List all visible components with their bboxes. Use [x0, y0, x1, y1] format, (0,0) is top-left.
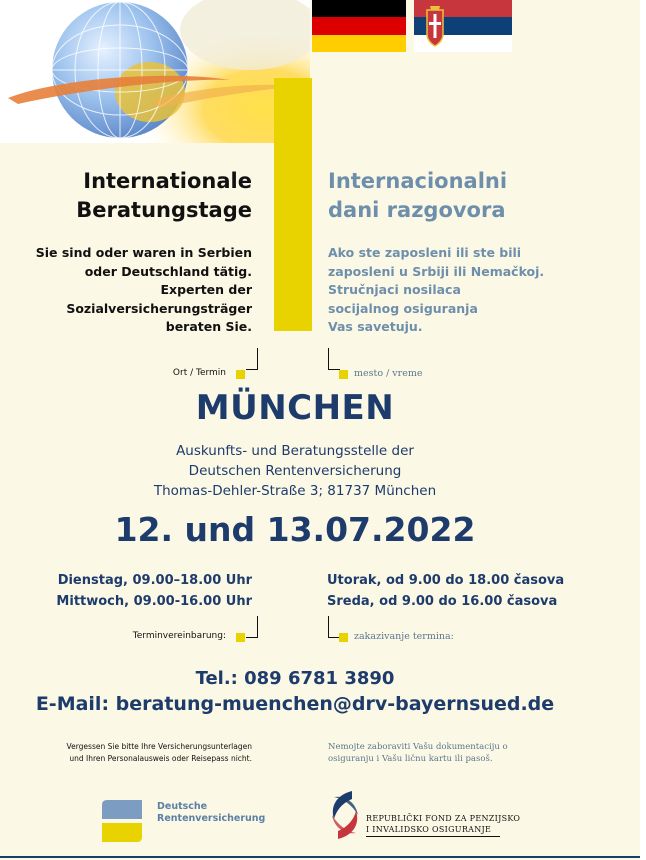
day-line: Utorak, od 9.00 do 18.00 časova	[327, 573, 565, 588]
address-line: Thomas-Dehler-Straße 3; 81737 München	[153, 483, 437, 499]
drv-line: Rentenversicherung	[157, 813, 266, 824]
drv-logo-icon	[102, 800, 142, 842]
title-german: Internationale Beratungstage	[76, 169, 252, 222]
address-line: Deutschen Rentenversicherung	[188, 463, 402, 479]
serbian-coat-of-arms-icon	[424, 4, 446, 48]
intro-serbian: Ako ste zaposleni ili ste bili zaposleni u Srbiji ili Nemačkoj. Stručnjaci nosilaca socijalnog osiguranja Vas savetuju.	[328, 245, 545, 334]
rf-pio-logo-text	[366, 813, 520, 835]
title-serbian: Internacionalni dani razgovora	[328, 169, 508, 222]
page-margin	[640, 0, 646, 860]
note-line: Nemojte zaboraviti Vašu dokumentaciju o	[328, 742, 508, 752]
yellow-divider-bar	[274, 78, 312, 331]
intro-german: Sie sind oder waren in Serbien oder Deutschland tätig. Experten der Sozialversicherungsträger beraten Sie.	[35, 245, 252, 334]
bracket-marker	[328, 348, 340, 370]
event-date: 12. und 13.07.2022	[114, 510, 476, 549]
note-line: und Ihren Personalausweis oder Reisepass nicht.	[69, 754, 252, 763]
day-line: Mittwoch, 09.00-16.00 Uhr	[56, 594, 252, 609]
appointment-label-german: Terminvereinbarung:	[132, 631, 226, 641]
globe-illustration	[0, 0, 310, 143]
note-serbian	[328, 741, 508, 765]
note-line: osiguranju i Vašu ličnu kartu ili pasoš.	[328, 754, 493, 764]
note-line: Vergessen Sie bitte Ihre Versicherungsunterlagen	[66, 742, 252, 751]
bracket-marker	[246, 348, 258, 370]
phone-number[interactable]: Tel.: 089 6781 3890	[195, 668, 395, 689]
note-german	[67, 741, 252, 765]
bracket-marker	[246, 616, 258, 638]
flag-stripe	[312, 17, 406, 34]
place-label-serbian: mesto / vreme	[354, 368, 423, 379]
rf-logo-underline	[366, 836, 500, 837]
germany-flag	[312, 0, 406, 52]
place-label-german: Ort / Termin	[172, 368, 226, 378]
city-name: MÜNCHEN	[195, 388, 395, 428]
day-line: Dienstag, 09.00–18.00 Uhr	[57, 573, 252, 588]
address-line: Auskunfts- und Beratungsstelle der	[176, 443, 414, 459]
yellow-square-icon	[236, 370, 245, 379]
yellow-square-icon	[236, 633, 245, 642]
flag-stripe	[312, 0, 406, 17]
flag-stripe	[312, 35, 406, 52]
address-block	[0, 441, 590, 501]
day-line: Sreda, od 9.00 do 16.00 časova	[327, 594, 558, 609]
globe-icon	[0, 0, 310, 143]
yellow-square-icon	[339, 633, 348, 642]
rf-line: REPUBLIČKI FOND ZA PENZIJSKO	[366, 814, 521, 823]
days-serbian	[327, 570, 564, 612]
rf-pio-logo-icon	[328, 789, 362, 841]
drv-logo-text	[157, 801, 265, 825]
bottom-rule	[0, 856, 640, 858]
yellow-square-icon	[339, 370, 348, 379]
appointment-label-serbian: zakazivanje termina:	[354, 631, 454, 642]
drv-line: Deutsche	[157, 801, 208, 812]
rf-line: I INVALIDSKO OSIGURANJE	[366, 825, 492, 834]
email-address[interactable]: E-Mail: beratung-muenchen@drv-bayernsued.de	[35, 693, 555, 715]
serbia-flag	[414, 0, 512, 52]
days-german	[56, 570, 252, 612]
